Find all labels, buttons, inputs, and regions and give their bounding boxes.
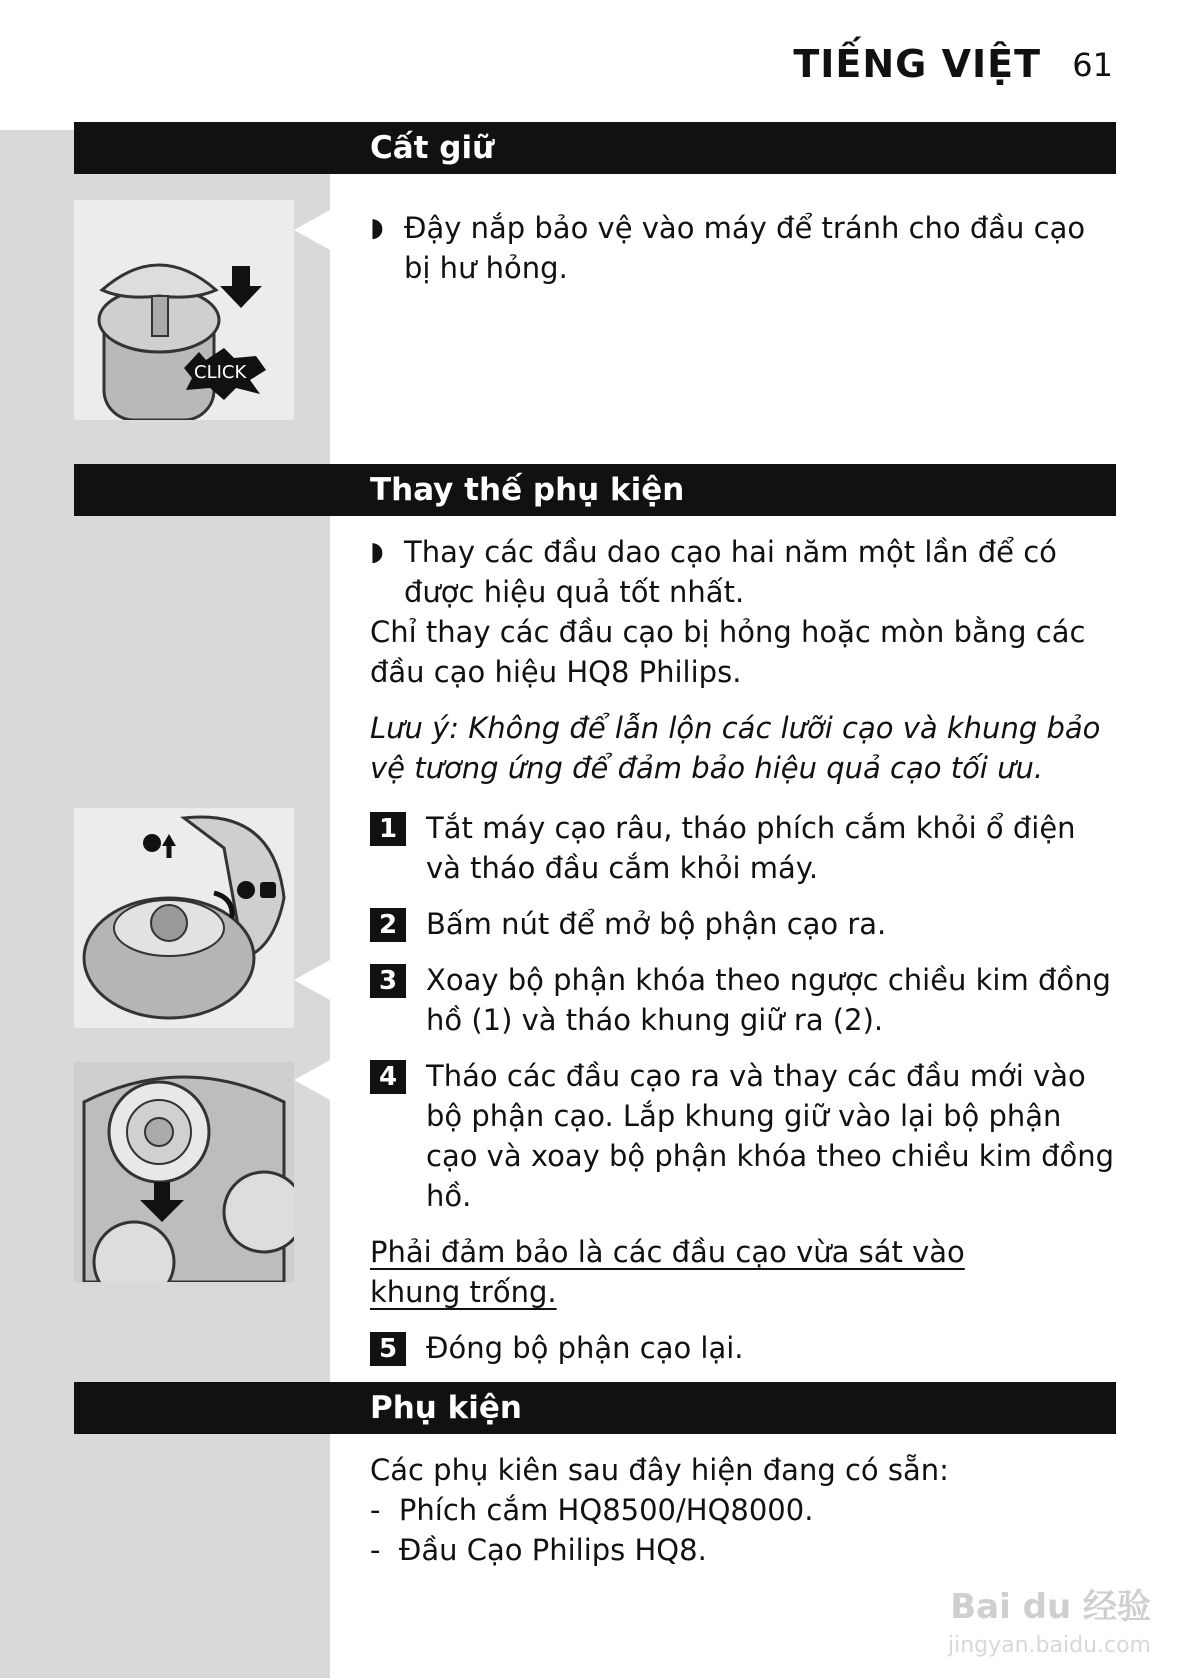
section-header-accessories [74,1382,1116,1434]
step-number: 2 [370,908,406,942]
shaver-unit-illustration [74,808,294,1028]
page-number: 61 [1072,46,1113,84]
shaver-cap-illustration [74,200,294,420]
step-text: Đóng bộ phận cạo lại. [426,1331,744,1365]
section-title: Thay thế phụ kiện [370,472,685,508]
step-number: 5 [370,1332,406,1366]
section-header-replacement [74,464,1116,516]
accessories-intro: Các phụ kiên sau đây hiện đang có sẵn: [370,1453,949,1487]
figure-replace-heads [74,1062,294,1282]
step-5 [370,1328,1115,1368]
accessory-item: - Đầu Cạo Philips HQ8. [370,1533,707,1567]
replacement-intro [370,532,1115,788]
step-number: 3 [370,964,406,998]
step-number: 1 [370,812,406,846]
shaving-heads-illustration [74,1062,294,1282]
watermark-url: jingyan.baidu.com [947,1633,1151,1658]
storage-bullet: ◗ Đậy nắp bảo vệ vào máy để tránh cho đầu cạo bị hư hỏng. [370,208,1115,288]
fit-warning: Phải đảm bảo là các đầu cạo vừa sát vào khung trống. [370,1235,965,1309]
replacement-bullet: ◗ Thay các đầu dao cạo hai năm một lần để có được hiệu quả tốt nhất. [370,532,1115,612]
step-text: Xoay bộ phận khóa theo ngược chiều kim đồng hồ (1) và tháo khung giữ ra (2). [426,963,1111,1037]
step-4 [370,1056,1115,1216]
step-2 [370,904,1115,944]
section-title: Cất giữ [370,130,495,166]
replacement-paragraph: Chỉ thay các đầu cạo bị hỏng hoặc mòn bằng các đầu cạo hiệu HQ8 Philips. [370,615,1086,689]
step-text: Tắt máy cạo râu, tháo phích cắm khỏi ổ điện và tháo đầu cắm khỏi máy. [426,811,1076,885]
storage-text [370,208,1115,288]
figure-shaver-cap [74,200,294,420]
section-title: Phụ kiện [370,1390,522,1426]
language-title: TIẾNG VIỆT [793,42,1041,86]
replacement-steps [370,808,1115,1368]
step-text: Tháo các đầu cạo ra và thay các đầu mới vào bộ phận cạo. Lắp khung giữ vào lại bộ phận cạo và xoay bộ phận khóa theo chiều kim đồng hồ. [426,1059,1115,1213]
step-text: Bấm nút để mở bộ phận cạo ra. [426,907,887,941]
figure-pointer [294,210,330,250]
section-header-storage [74,122,1116,174]
figure-pointer [294,960,330,1000]
step-3 [370,960,1115,1040]
step-number: 4 [370,1060,406,1094]
watermark-logo: Bai du 经验 [950,1587,1151,1627]
replacement-note: Lưu ý: Không để lẫn lộn các lưỡi cạo và khung bảo vệ tương ứng để đảm bảo hiệu quả cạo tối ưu. [370,711,1101,785]
step-1 [370,808,1115,888]
figure-unlock-retainer [74,808,294,1028]
click-label: CLICK [194,362,247,383]
accessory-item: - Phích cắm HQ8500/HQ8000. [370,1493,814,1527]
figure-pointer [294,1060,330,1100]
accessories-text [370,1450,1115,1570]
